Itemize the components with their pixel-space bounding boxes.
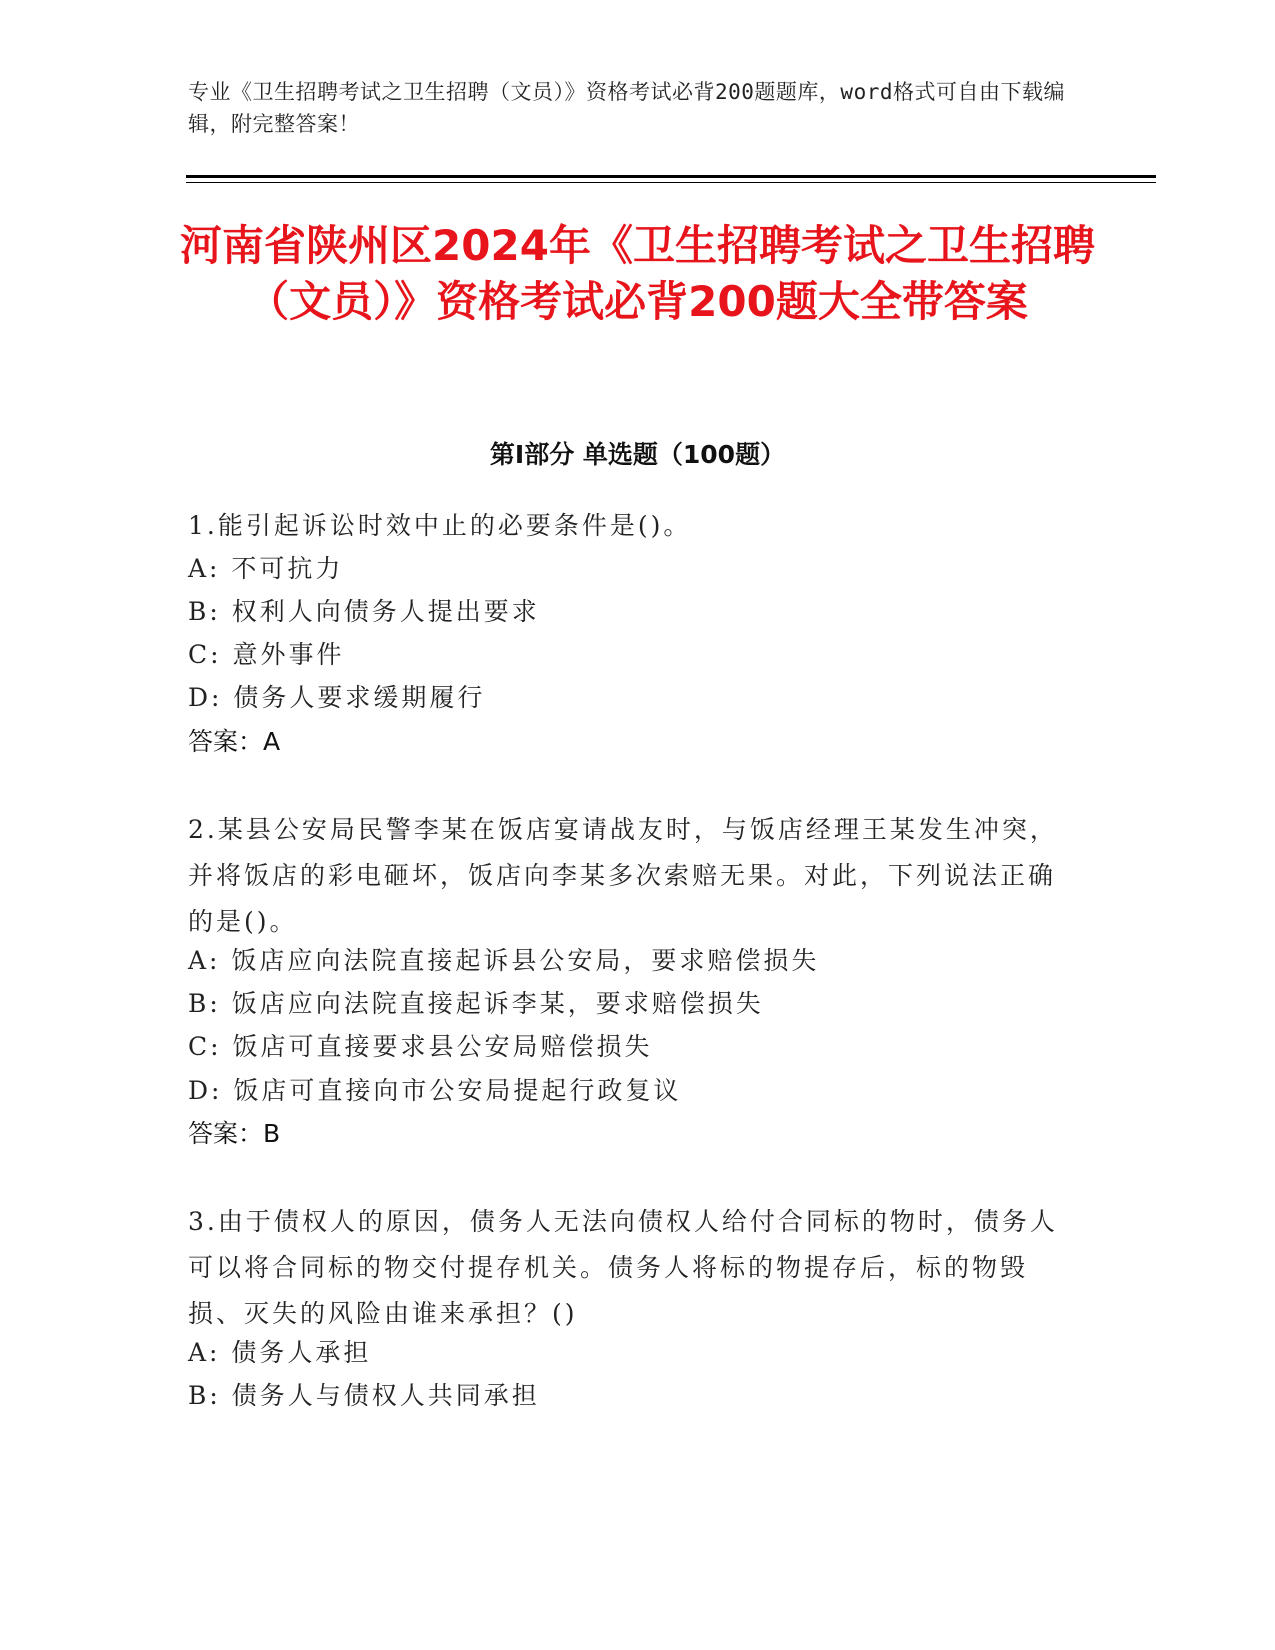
- header-rule-thick: [186, 175, 1156, 178]
- question-3-option-b: B: 债务人与债权人共同承担: [188, 1381, 540, 1410]
- question-1-option-b: B: 权利人向债务人提出要求: [188, 597, 540, 626]
- question-2-text: 2.某县公安局民警李某在饭店宴请战友时，与饭店经理王某发生冲突，并将饭店的彩电砸坏，饭店向李某多次索赔无果。对此，下列说法正确的是()。: [188, 815, 1058, 936]
- document-title: 河南省陕州区2024年《卫生招聘考试之卫生招聘（文员）》资格考试必背200题大全带答案: [180, 221, 1095, 326]
- question-1-answer: 答案：A: [188, 727, 281, 756]
- question-1-option-d: D: 债务人要求缓期履行: [188, 683, 486, 712]
- question-1-text: 1.能引起诉讼时效中止的必要条件是()。: [188, 511, 692, 540]
- question-2-option-c: C: 饭店可直接要求县公安局赔偿损失: [188, 1032, 653, 1061]
- question-2-option-b: B: 饭店应向法院直接起诉李某，要求赔偿损失: [188, 989, 764, 1018]
- question-1-option-a: A: 不可抗力: [188, 554, 344, 583]
- header-note: 专业《卫生招聘考试之卫生招聘（文员）》资格考试必背200题题库，word格式可自由下载编辑，附完整答案！: [188, 80, 1065, 136]
- question-3-option-a: A: 债务人承担: [188, 1338, 372, 1367]
- question-1-option-c: C: 意外事件: [188, 640, 345, 669]
- question-2-option-d: D: 饭店可直接向市公安局提起行政复议: [188, 1076, 682, 1105]
- question-3-text: 3.由于债权人的原因，债务人无法向债权人给付合同标的物时，债务人可以将合同标的物交付提存机关。债务人将标的物提存后，标的物毁损、灭失的风险由谁来承担？(): [188, 1207, 1058, 1328]
- header-rule-thin: [186, 182, 1156, 183]
- section-title: 第Ⅰ部分 单选题（100题）: [489, 440, 786, 469]
- question-2-option-a: A: 饭店应向法院直接起诉县公安局，要求赔偿损失: [188, 946, 820, 975]
- question-2-answer: 答案：B: [188, 1119, 281, 1148]
